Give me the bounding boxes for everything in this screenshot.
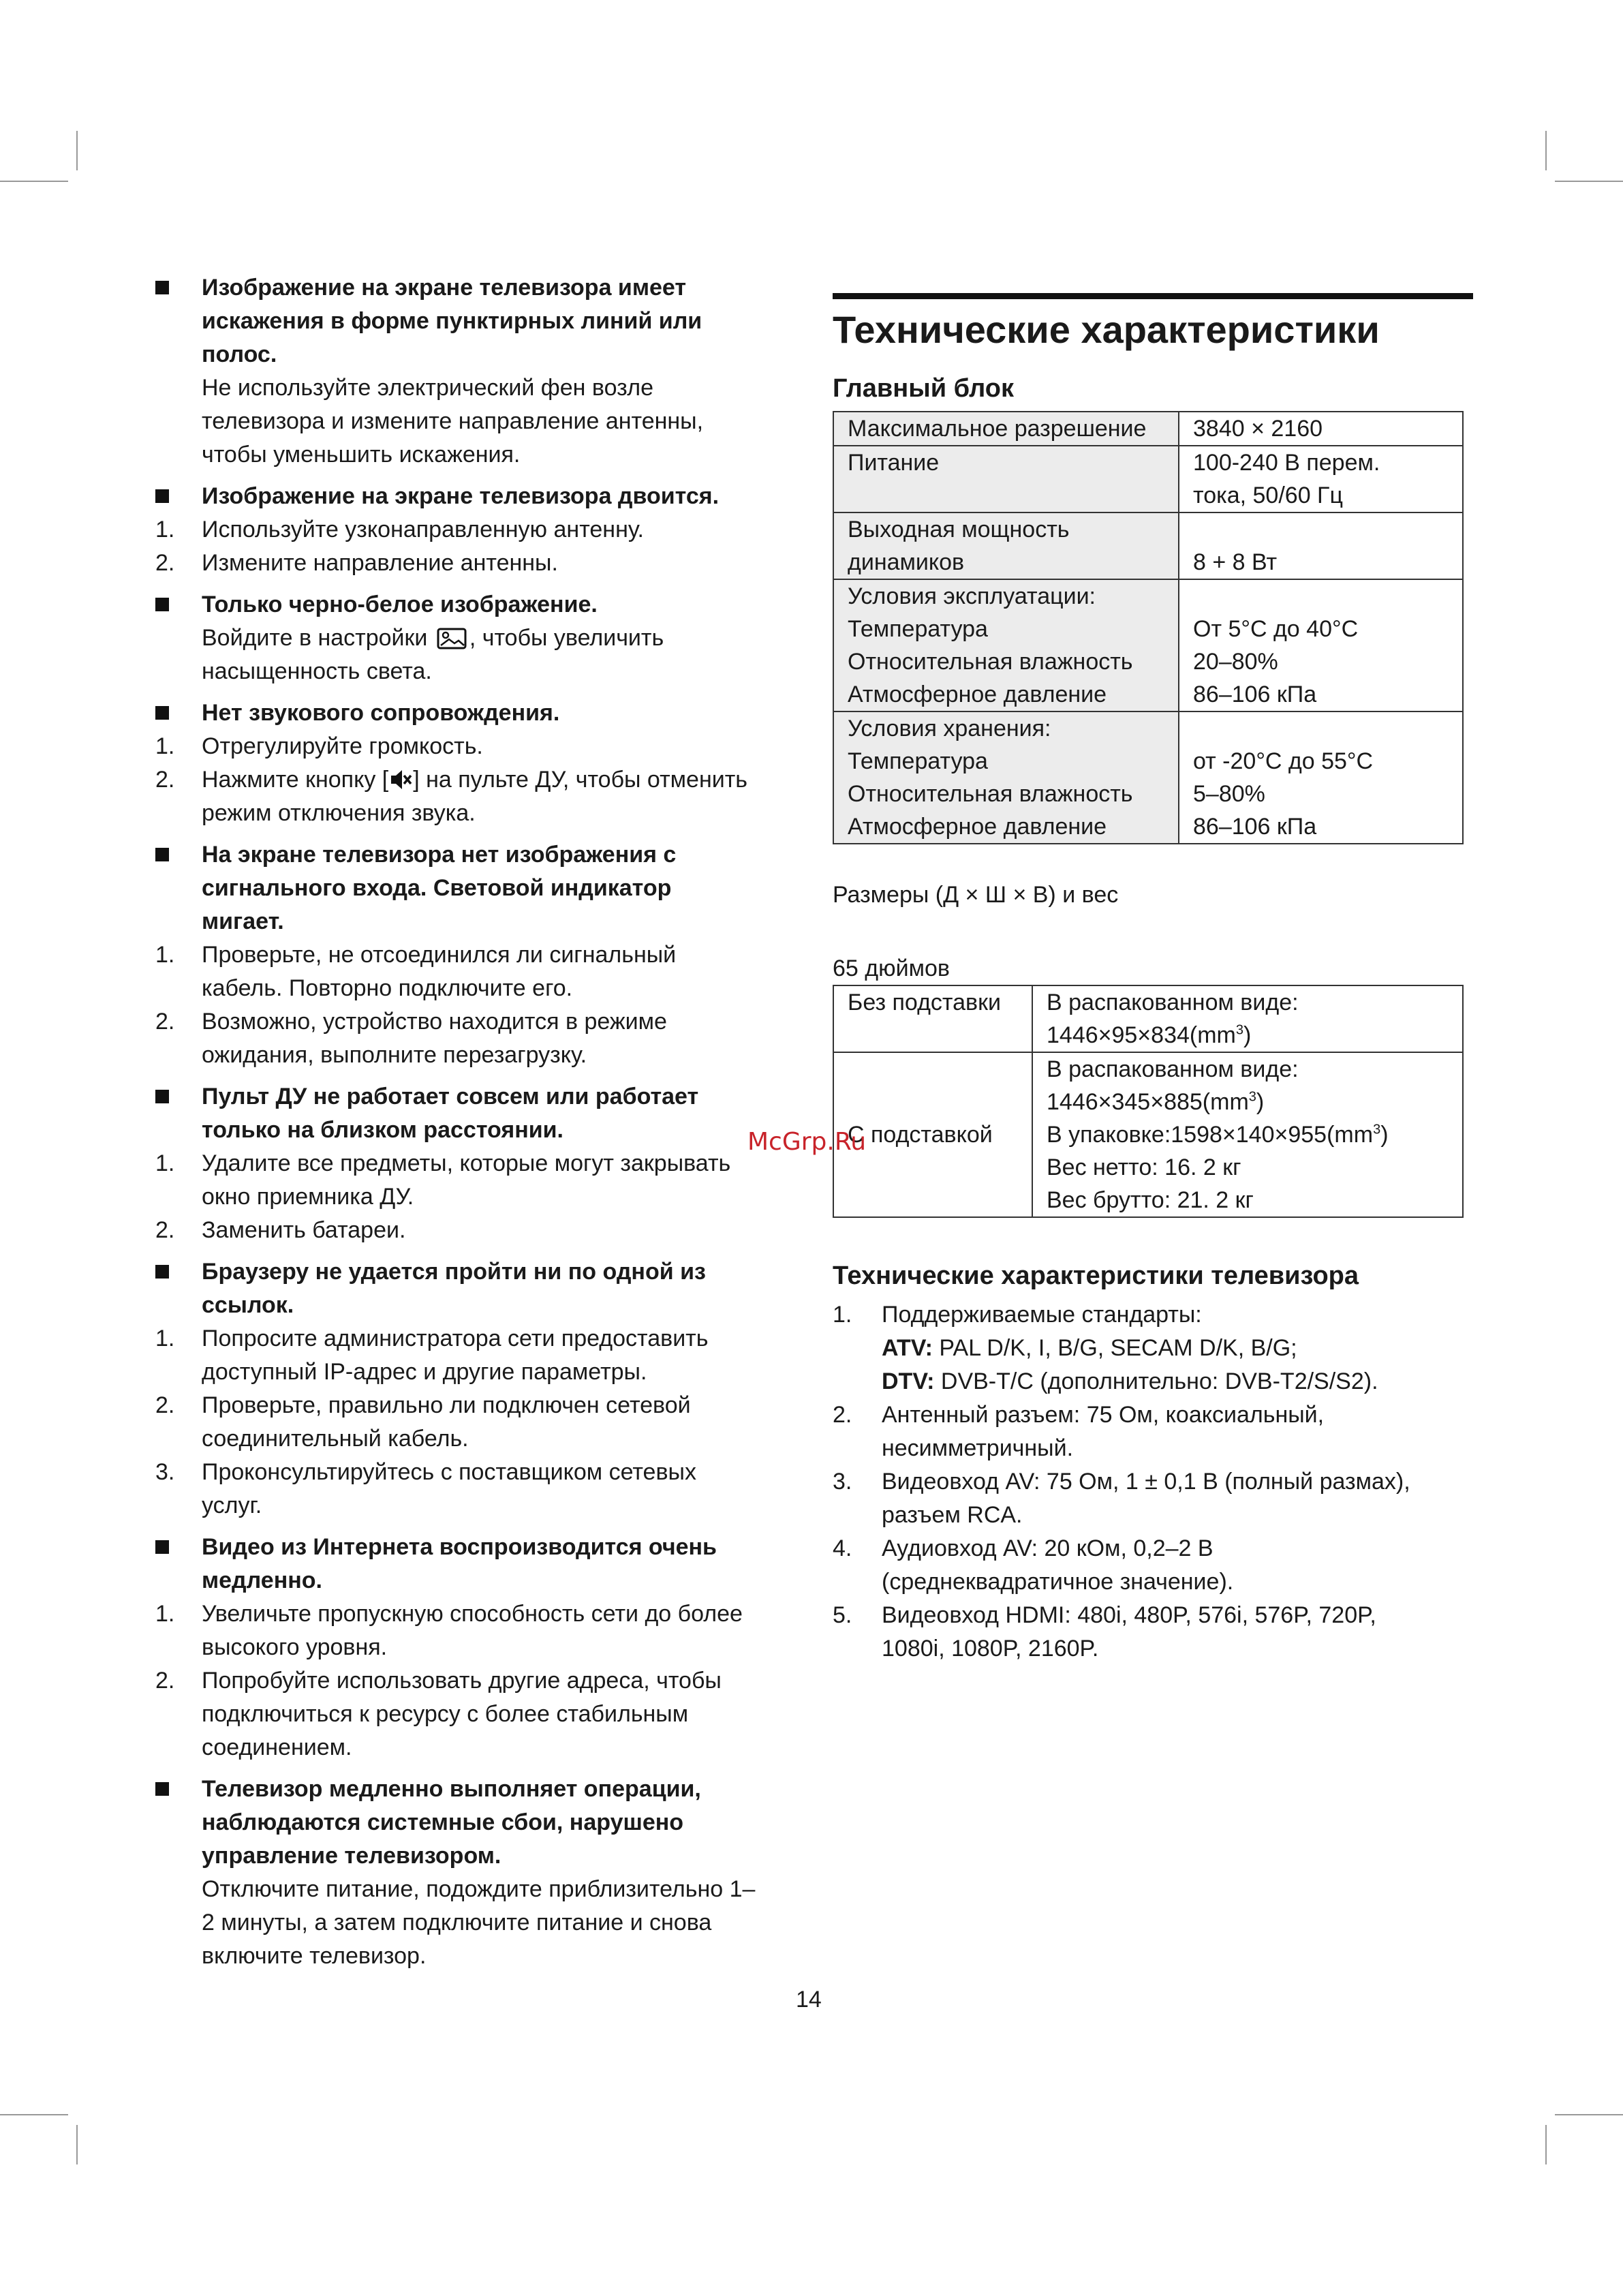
crop-mark bbox=[1545, 2125, 1547, 2164]
table-row: Без подставки В распакованном виде: $1446\times 95\times 834(mm^3)$ bbox=[833, 985, 1463, 1052]
list-item: 5. Видеовход HDMI: 480i, 480P, 576i, 576P, 720P, 1080i, 1080P, 2160P. bbox=[833, 1602, 1376, 1662]
list-item: 2. Измените направление антенны. bbox=[155, 550, 558, 576]
trouble-section bbox=[150, 1080, 790, 1247]
picture-settings-icon bbox=[437, 628, 467, 649]
list-item: 2. Антенный разъем: 75 Ом, коаксиальный, несимметричный. bbox=[833, 1402, 1325, 1461]
trouble-section bbox=[150, 838, 790, 1072]
crop-mark bbox=[0, 181, 68, 182]
tv-specs-heading: Технические характеристики телевизора bbox=[833, 1261, 1359, 1290]
list-item: 2. Заменить батареи. bbox=[155, 1217, 406, 1243]
section-title: Телевизор медленно выполняет операции, наблюдаются системные сбои, нарушено управление телевизором. bbox=[150, 1773, 790, 1873]
mute-icon bbox=[389, 768, 412, 791]
crop-mark bbox=[1555, 2114, 1623, 2115]
section-body: Войдите в настройки , чтобы увеличить насыщенность света. bbox=[202, 625, 664, 684]
size-label: 65 дюймов bbox=[833, 955, 950, 981]
table-row: Максимальное разрешение 3840 × 2160 bbox=[833, 412, 1463, 446]
section-title: Изображение на экране телевизора двоится. bbox=[150, 480, 790, 513]
crop-mark bbox=[76, 2125, 78, 2164]
page-title: Технические характеристики bbox=[833, 308, 1380, 351]
main-unit-table bbox=[833, 411, 1464, 844]
bullet-square-icon bbox=[155, 1540, 169, 1554]
watermark: McGrp.Ru bbox=[747, 1128, 867, 1156]
list-item: 1. Увеличьте пропускную способность сети до более высокого уровня. bbox=[155, 1601, 743, 1660]
main-unit-heading: Главный блок bbox=[833, 374, 1014, 403]
trouble-section bbox=[150, 1531, 790, 1764]
bullet-square-icon bbox=[155, 1782, 169, 1796]
bullet-square-icon bbox=[155, 1090, 169, 1103]
list-item: 1. Поддерживаемые стандарты: ATV: PAL D/K, I, B/G, SECAM D/K, B/G; DTV: DVB-T/C (дополнительно: DVB-T2/S/S2). bbox=[833, 1302, 1378, 1394]
section-title: Изображение на экране телевизора имеет искажения в форме пунктирных линий или полос. bbox=[150, 271, 790, 371]
trouble-section bbox=[150, 271, 790, 472]
section-title: Нет звукового сопровождения. bbox=[150, 697, 790, 730]
bullet-square-icon bbox=[155, 848, 169, 861]
list-item: 1. Отрегулируйте громкость. bbox=[155, 733, 483, 759]
trouble-section bbox=[150, 480, 790, 580]
crop-mark bbox=[1555, 181, 1623, 182]
list-item: 3. Видеовход AV: 75 Ом, 1 ± 0,1 В (полный размах), разъем RCA. bbox=[833, 1469, 1410, 1528]
list-item: 4. Аудиовход AV: 20 кОм, 0,2–2 В (среднеквадратичное значение). bbox=[833, 1535, 1234, 1595]
crop-mark bbox=[1545, 131, 1547, 170]
section-body: Не используйте электрический фен возле телевизора и измените направление антенны, чтобы уменьшить искажения. bbox=[202, 375, 704, 468]
list-item: 2. Проверьте, правильно ли подключен сетевой соединительный кабель. bbox=[155, 1392, 691, 1452]
trouble-section bbox=[150, 697, 790, 830]
bullet-square-icon bbox=[155, 489, 169, 503]
crop-mark bbox=[0, 2114, 68, 2115]
page-number: 14 bbox=[796, 1987, 822, 2012]
trouble-section bbox=[150, 588, 790, 688]
dimensions-table bbox=[833, 985, 1464, 1218]
bullet-square-icon bbox=[155, 281, 169, 294]
troubleshooting-column bbox=[150, 271, 790, 1981]
dimensions-caption: Размеры (Д × Ш × В) и вес bbox=[833, 882, 1119, 908]
table-row: Условия хранения: Температура Относительная влажность Атмосферное давление от -20°С до 55°С 5–80% 86–106 кПа bbox=[833, 711, 1463, 844]
section-title: Браузеру не удается пройти ни по одной из ссылок. bbox=[150, 1255, 790, 1322]
list-item: 1. Проверьте, не отсоединился ли сигнальный кабель. Повторно подключите его. bbox=[155, 942, 677, 1001]
bullet-square-icon bbox=[155, 1265, 169, 1279]
table-row: Выходная мощность динамиков 8 + 8 Вт bbox=[833, 512, 1463, 579]
list-item: 1. Удалите все предметы, которые могут закрывать окно приемника ДУ. bbox=[155, 1150, 731, 1210]
section-title: Видео из Интернета воспроизводится очень медленно. bbox=[150, 1531, 790, 1597]
list-item: 1. Используйте узконаправленную антенну. bbox=[155, 517, 644, 542]
section-body: Отключите питание, подождите приблизительно 1– 2 минуты, а затем подключите питание и снова включите телевизор. bbox=[202, 1876, 756, 1969]
crop-mark bbox=[76, 131, 78, 170]
table-row: С подставкой В распакованном виде: $1446\times 345\times 885(mm^3)$ В $упаковке:1598\times 140\times 955(mm^3)$ Вес нетто: 16. 2 кг Вес брутто: 21. 2 кг bbox=[833, 1052, 1463, 1217]
list-item: 2. Попробуйте использовать другие адреса, чтобы подключиться к ресурсу с более стабильным соединением. bbox=[155, 1668, 722, 1760]
trouble-section bbox=[150, 1255, 790, 1522]
section-title: На экране телевизора нет изображения с сигнального входа. Световой индикатор мигает. bbox=[150, 838, 790, 938]
table-row: Условия эксплуатации: Температура Относительная влажность Атмосферное давление От 5°С до 40°С 20–80% 86–106 кПа bbox=[833, 579, 1463, 711]
specifications-column bbox=[833, 293, 1473, 1666]
bullet-square-icon bbox=[155, 706, 169, 720]
list-item: 3. Проконсультируйтесь с поставщиком сетевых услуг. bbox=[155, 1459, 696, 1518]
section-title: Только черно-белое изображение. bbox=[150, 588, 790, 622]
list-item: 1. Попросите администратора сети предоставить доступный IP-адрес и другие параметры. bbox=[155, 1326, 709, 1385]
table-row: Питание 100-240 В перем. тока, 50/60 Гц bbox=[833, 446, 1463, 512]
bullet-square-icon bbox=[155, 598, 169, 611]
title-rule bbox=[833, 293, 1473, 299]
section-title: Пульт ДУ не работает совсем или работает только на близком расстоянии. bbox=[150, 1080, 790, 1147]
list-item: 2. Нажмите кнопку [ ] на пульте ДУ, чтобы отменить режим отключения звука. bbox=[155, 767, 748, 826]
list-item: 2. Возможно, устройство находится в режиме ожидания, выполните перезагрузку. bbox=[155, 1009, 667, 1068]
trouble-section bbox=[150, 1773, 790, 1973]
